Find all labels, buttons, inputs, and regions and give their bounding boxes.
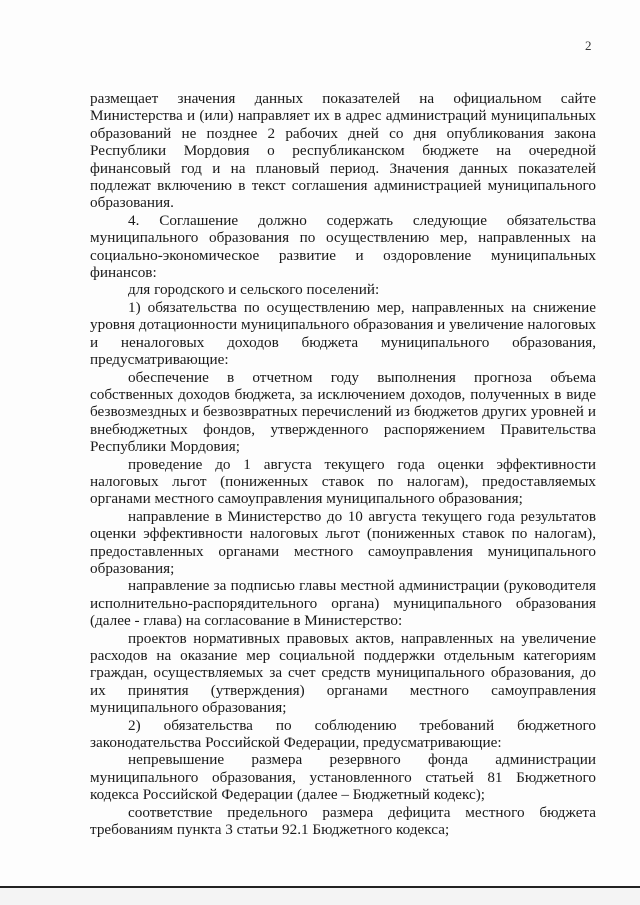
paragraph: 4. Соглашение должно содержать следующие обязательства муниципального образования по осуществлению мер, направленных на социально-экономическое развитие и оздоровление муниципальных финансов: [90,211,596,282]
paragraph: для городского и сельского поселений: [128,281,380,299]
paragraph: соответствие предельного размера дефицита местного бюджета требованиям пункта 3 статьи 92.1 Бюджетного кодекса; [90,803,596,839]
paragraph: 1) обязательства по осуществлению мер, направленных на снижение уровня дотационности муниципального образования и увеличение налоговых и неналоговых доходов бюджета муниципального образования, предусматривающие: [90,298,596,369]
paragraph: непревышение размера резервного фонда администрации муниципального образования, установленного статьей 81 Бюджетного кодекса Российской Федерации (далее – Бюджетный кодекс); [90,751,596,804]
paragraph: размещает значения данных показателей на официальном сайте Министерства и (или) направляет их в адрес администраций муниципальных образований не позднее 2 рабочих дней со дня опубликования закона Республики Мордовия о республиканском бюджете на очередной финансовый год и на плановый период. Значения данных показателей подлежат включению в текст соглашения администрацией муниципального образования. [90,90,596,212]
page-number: 2 [585,38,592,53]
paragraph: направление за подписью главы местной администрации (руководителя исполнительно-распорядительного органа) муниципального образования (далее - глава) на согласование в Министерство: [90,577,596,630]
paragraph: обеспечение в отчетном году выполнения прогноза объема собственных доходов бюджета, за исключением доходов, полученных в виде безвозмездных и безвозвратных перечислений из бюджетов других уровней и внебюджетных фондов, утвержденного распоряжением Правительства Республики Мордовия; [90,368,596,456]
paragraph: 2) обязательства по соблюдению требований бюджетного законодательства Российской Федерации, предусматривающие: [90,716,596,752]
scan-bottom-margin [0,888,640,905]
paragraph: направление в Министерство до 10 августа текущего года результатов оценки эффективности налоговых льгот (пониженных ставок по налогам), предоставленных органами местного самоуправления муниципального образования; [90,507,596,577]
document-body [90,90,596,838]
paragraph: проведение до 1 августа текущего года оценки эффективности налоговых льгот (пониженных ставок по налогам), предоставляемых органами местного самоуправления муниципального образования; [90,455,596,508]
paragraph: проектов нормативных правовых актов, направленных на увеличение расходов на оказание мер социальной поддержки отдельным категориям граждан, осуществляемых за счет средств муниципального образования, до их принятия (утверждения) органами местного самоуправления муниципального образования; [90,629,596,717]
